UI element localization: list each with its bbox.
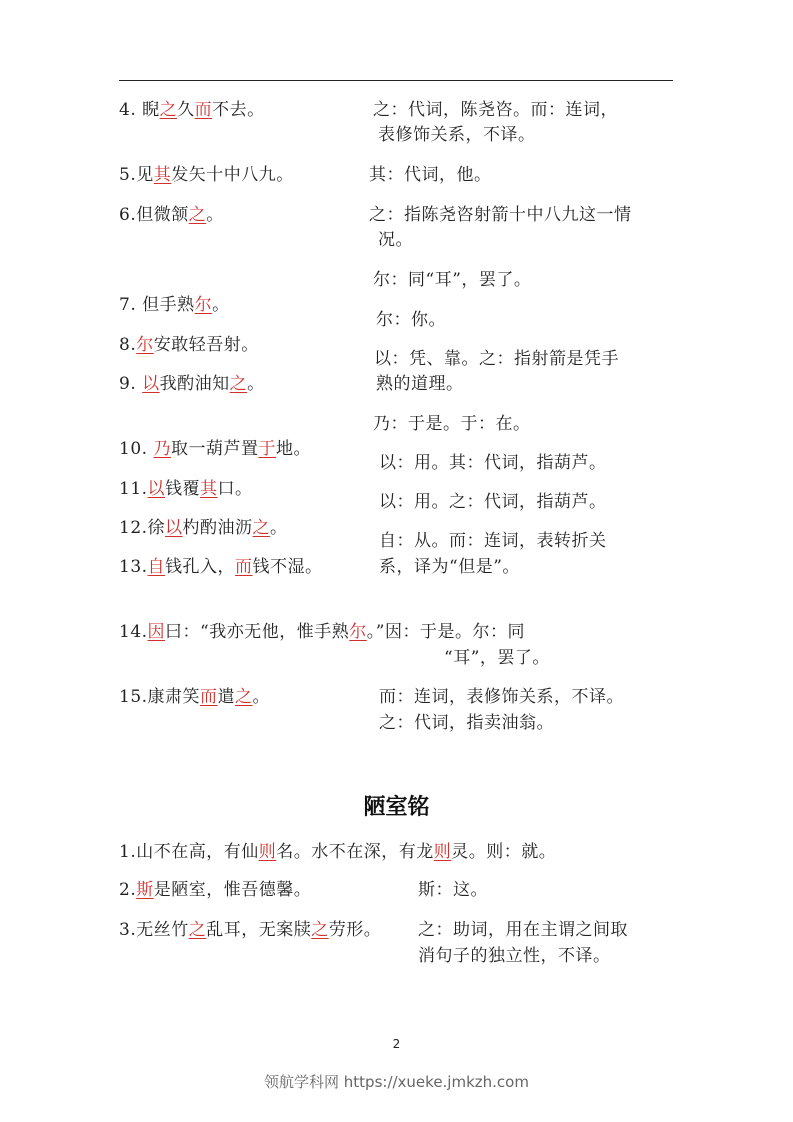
highlight-word: 之 <box>229 374 248 394</box>
note-11: 以：用。其：代词，指葫芦。 <box>379 453 607 473</box>
note-12: 以：用。之：代词，指葫芦。 <box>379 492 607 512</box>
note-9-line1: 以：凭、靠。之：指射箭是凭手 <box>374 349 619 369</box>
highlight-word: 尔 <box>349 622 367 642</box>
highlight-word: 而 <box>200 687 218 707</box>
sentence-11: 11.以钱覆其口。 <box>119 479 253 499</box>
sentence-15: 15.康肃笑而遣之。 <box>119 687 271 707</box>
highlight-word: 之 <box>159 100 178 120</box>
sentence-12: 12.徐以杓酌油沥之。 <box>119 518 288 538</box>
section-title: 陋室铭 <box>363 795 430 820</box>
highlight-word: 而 <box>194 100 213 120</box>
note-9-line2: 熟的道理。 <box>376 374 464 394</box>
highlight-word: 其 <box>200 479 218 499</box>
note-5: 其：代词，他。 <box>369 165 492 185</box>
note-4-line2: 表修饰关系，不译。 <box>378 125 536 145</box>
highlight-word: 之 <box>235 687 253 707</box>
highlight-word: 斯 <box>136 880 154 900</box>
highlight-word: 于 <box>258 439 276 459</box>
note-6-line2: 况。 <box>378 230 413 250</box>
sentence-6: 6.但微颔之。 <box>119 205 224 225</box>
sentence-7: 7. 但手熟尔。 <box>119 295 230 315</box>
note-10: 乃：于是。于：在。 <box>373 414 531 434</box>
highlight-word: 以 <box>147 479 166 499</box>
note-8: 尔：你。 <box>376 310 446 330</box>
lsm-sentence-1: 1.山不在高，有仙则名。水不在深，有龙则灵。则：就。 <box>119 842 557 862</box>
highlight-word: 尔 <box>194 295 213 315</box>
page-number: 2 <box>392 1037 401 1051</box>
highlight-word: 之 <box>188 920 207 940</box>
highlight-word: 因 <box>147 622 166 642</box>
highlight-word: 乃 <box>153 439 171 459</box>
highlight-word: 其 <box>153 165 172 185</box>
sentence-5: 5.见其发矢十中八九。 <box>119 165 294 185</box>
note-14-line2: “耳”，罢了。 <box>444 648 550 668</box>
lsm-note-2: 斯：这。 <box>418 880 488 900</box>
header-rule <box>119 80 673 81</box>
note-7: 尔：同“耳”，罢了。 <box>373 270 532 290</box>
lsm-note-3-line1: 之：助词，用在主谓之间取 <box>418 920 628 940</box>
highlight-word: 而 <box>235 557 253 577</box>
note-4-line1: 之：代词，陈尧咨。而：连词， <box>373 100 618 120</box>
note-13-line1: 自：从。而：连词，表转折关 <box>379 531 607 551</box>
sentence-8: 8.尔安敢轻吾射。 <box>119 335 259 355</box>
sentence-9: 9. 以我酌油知之。 <box>119 374 265 394</box>
lsm-sentence-3: 3.无丝竹之乱耳，无案牍之劳形。 <box>119 920 382 940</box>
lsm-note-3-line2: 消句子的独立性，不译。 <box>418 946 611 966</box>
sentence-14: 14.因曰：“我亦无他，惟手熟尔。”因：于是。尔：同 <box>119 622 525 642</box>
highlight-word: 之 <box>188 205 207 225</box>
highlight-word: 则 <box>433 842 452 862</box>
footer-watermark: 领航学科网 https://xueke.jmkzh.com <box>264 1073 529 1091</box>
highlight-word: 则 <box>258 842 277 862</box>
sentence-10: 10. 乃取一葫芦置于地。 <box>119 439 311 459</box>
highlight-word: 之 <box>252 518 271 538</box>
note-15-line1: 而：连词，表修饰关系，不译。 <box>379 687 624 707</box>
highlight-word: 之 <box>311 920 329 940</box>
note-6-line1: 之：指陈尧咨射箭十中八九这一情 <box>369 205 632 225</box>
highlight-word: 以 <box>142 374 160 394</box>
highlight-word: 自 <box>147 557 166 577</box>
note-13-line2: 系，译为“但是”。 <box>379 557 520 577</box>
note-15-line2: 之：代词，指卖油翁。 <box>379 713 554 733</box>
sentence-13: 13.自钱孔入，而钱不湿。 <box>119 557 323 577</box>
lsm-sentence-2: 2.斯是陋室，惟吾德馨。 <box>119 880 312 900</box>
sentence-4: 4. 睨之久而不去。 <box>119 100 265 120</box>
highlight-word: 以 <box>165 518 183 538</box>
highlight-word: 尔 <box>136 335 154 355</box>
